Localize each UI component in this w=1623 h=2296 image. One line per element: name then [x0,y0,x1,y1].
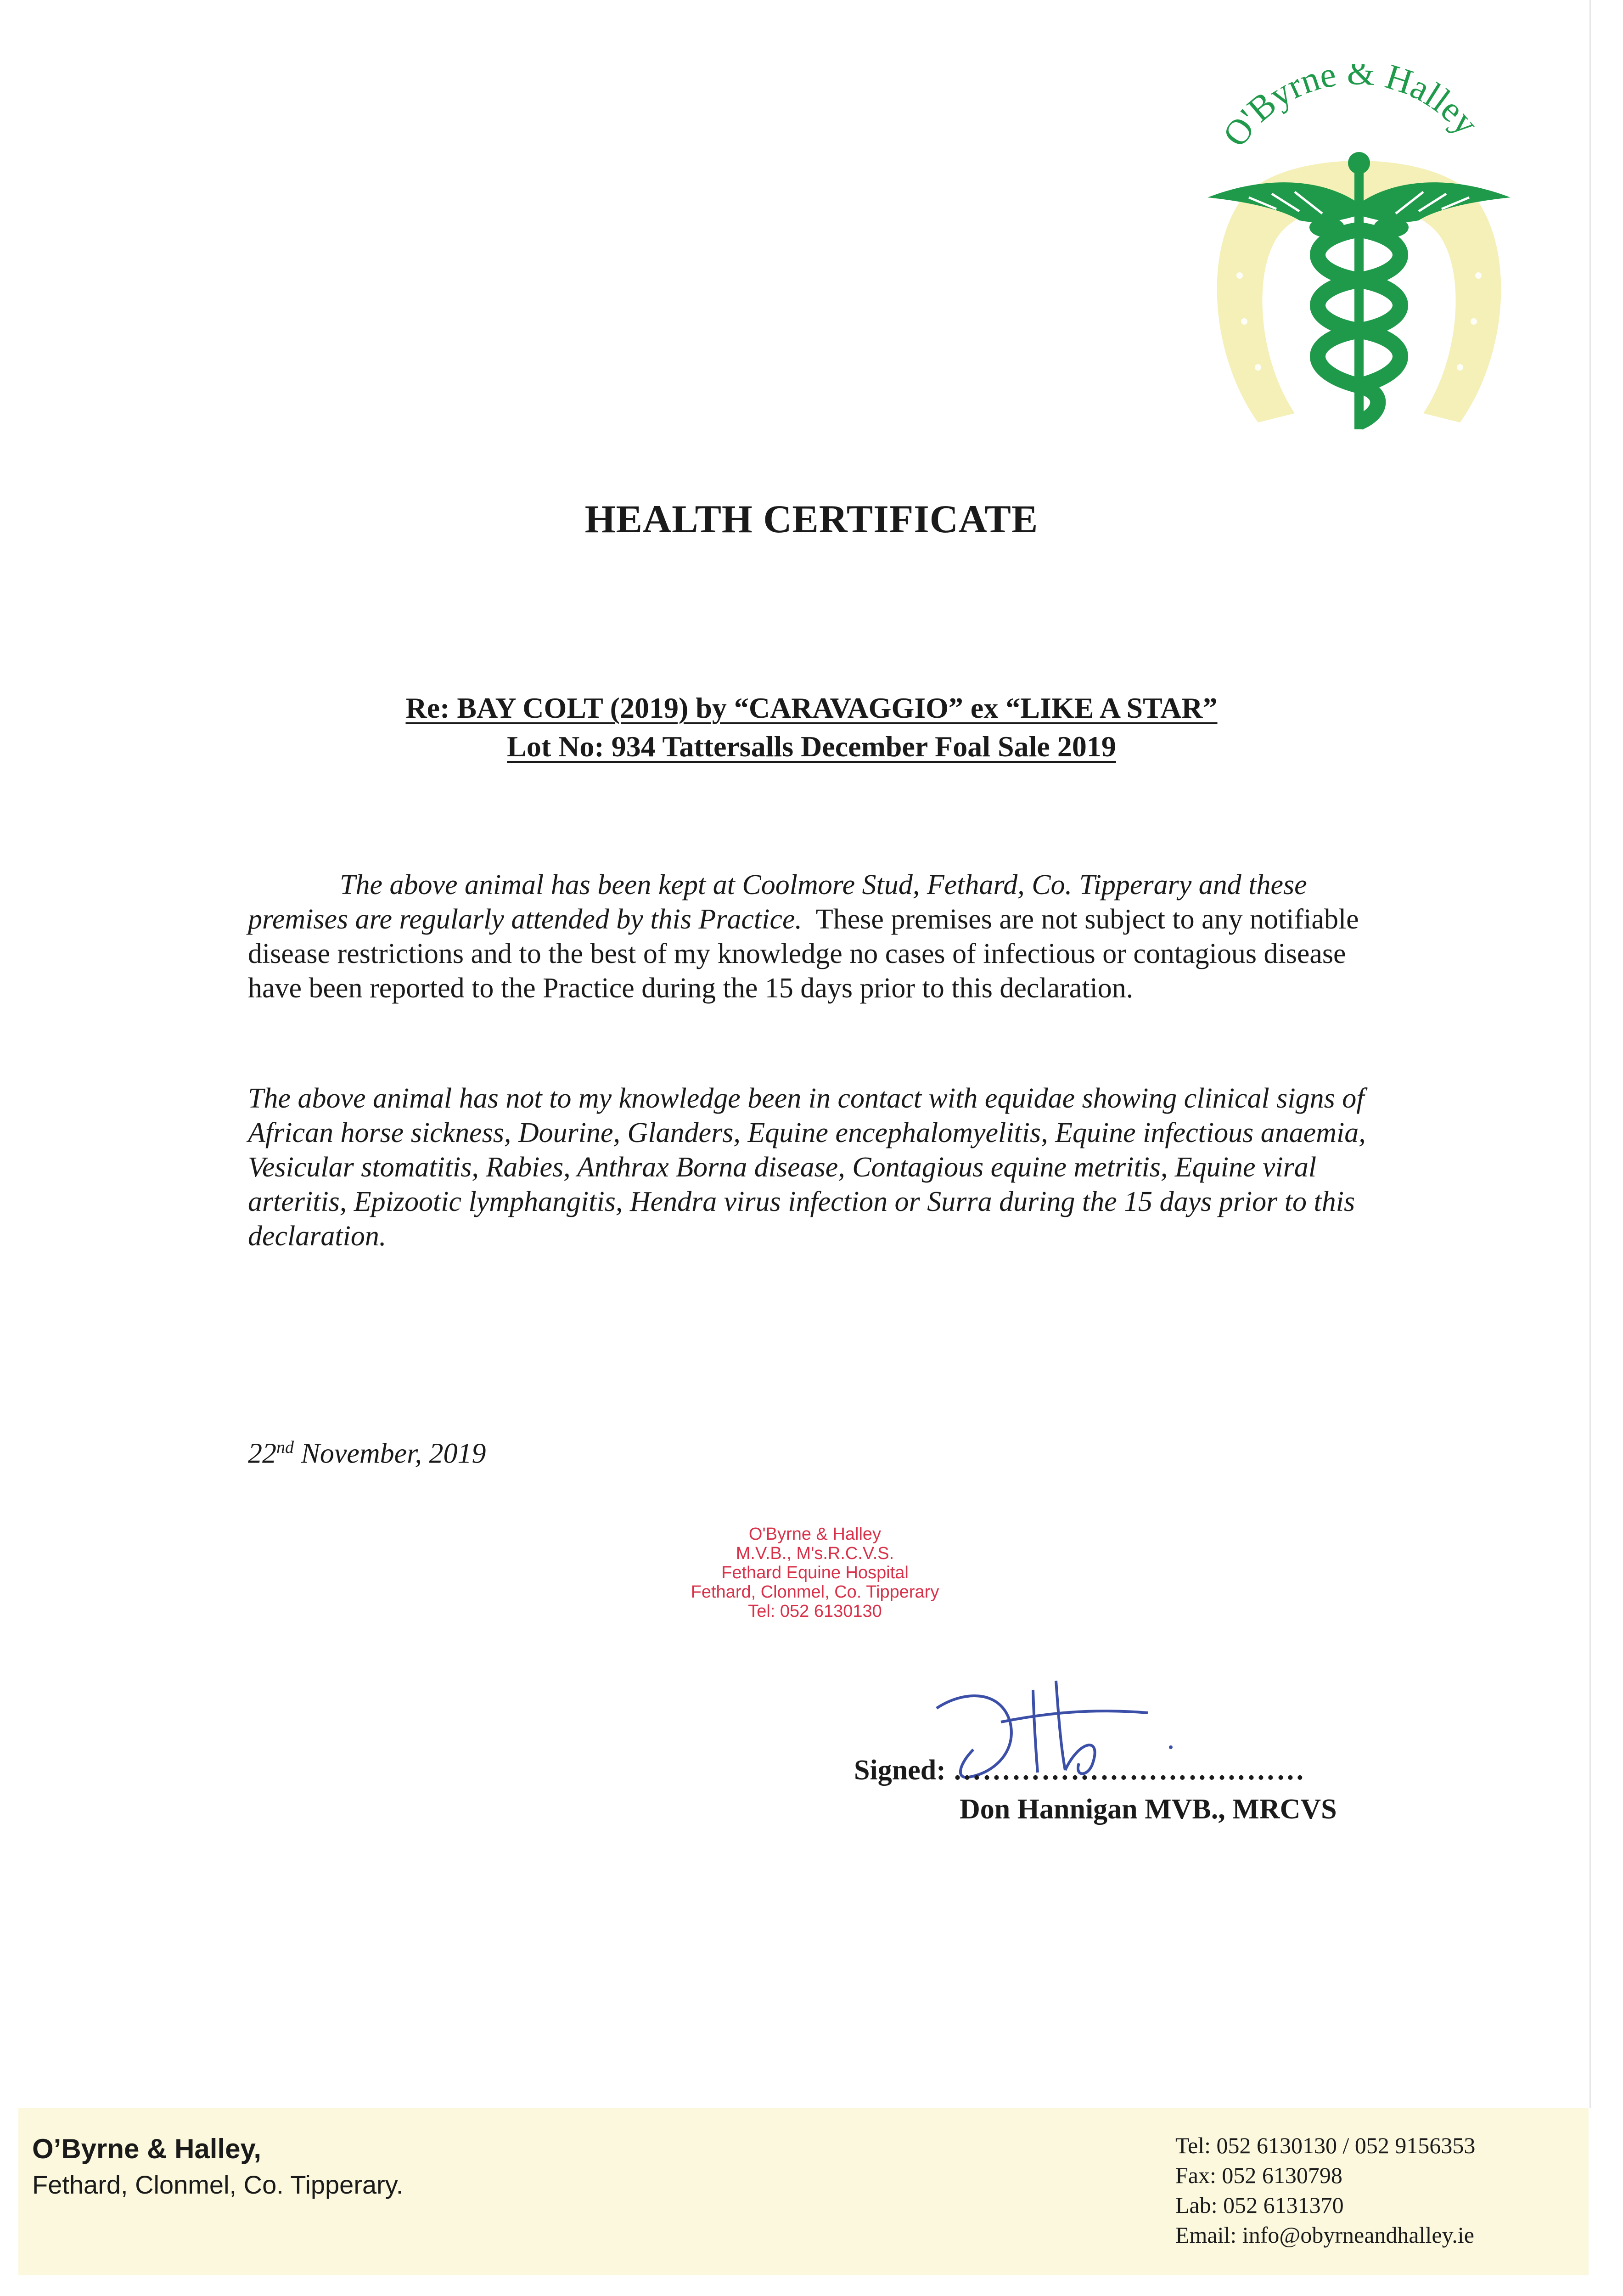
paragraph-premises [248,868,1405,1006]
letterhead-footer [18,2108,1589,2275]
footer-contact [1175,2131,1475,2250]
certificate-date [248,1437,486,1470]
practice-logo [1185,64,1533,450]
stamp-line: O'Byrne & Halley [748,1525,882,1544]
paragraph-premises-normal: These premises are not subject to any notifiable disease restrictions and to the best of my knowledge no cases of infectious or contagious disease have been reported to the Practice during the 15 days prior to this declaration. [248,904,1359,1004]
footer-fax: Fax: 052 6130798 [1175,2162,1342,2188]
paragraph-contact: The above animal has not to my knowledge been in contact with equidae showing clinical signs of African horse sickness, Dourine, Glanders, Equine encephalomyelitis, Equine infectious anaemia, Vesicular stomatitis, Rabies, Anthrax Borna disease, Contagious equine metritis, Equine viral arteritis, Epizootic lymphangitis, Hendra virus infection or Surra during the 15 days prior to this declaration. [248,1083,1366,1252]
caduceus-horseshoe-icon [1185,64,1533,450]
signature-dots: ……………………………… [953,1755,1306,1786]
signer-name: Don Hannigan MVB., MRCVS [960,1794,1337,1825]
page-edge-line [1589,0,1591,2108]
stamp-line: Tel: 052 6130130 [748,1602,882,1621]
date-rest: November, 2019 [301,1438,486,1469]
stamp-line: M.V.B., M's.R.C.V.S. [736,1544,894,1563]
lot-line: Lot No: 934 Tattersalls December Foal Sale 2019 [507,730,1116,763]
page-title: HEALTH CERTIFICATE [584,497,1039,541]
stamp-line: Fethard Equine Hospital [721,1563,909,1582]
footer-company: O’Byrne & Halley, [32,2133,262,2164]
paragraph-premises-italic: The above animal has been kept at Coolmore Stud, Fethard, Co. Tipperary and these premises are regularly attended by this Practice. [248,869,1307,935]
subject-block [0,689,1623,766]
footer-tel: Tel: 052 6130130 / 052 9156353 [1175,2133,1476,2158]
stamp-line: Fethard, Clonmel, Co. Tipperary [691,1582,939,1602]
svg-text:O'Byrne & Halley [1215,64,1487,154]
practice-stamp [629,1525,1001,1621]
date-day: 22 [248,1438,276,1469]
date-suffix: nd [276,1438,294,1457]
signed-line [854,1754,1305,1787]
footer-address: Fethard, Clonmel, Co. Tipperary. [32,2170,404,2199]
signed-label: Signed: [854,1755,946,1786]
footer-email: Email: info@obyrneandhalley.ie [1175,2222,1474,2248]
subject-line: Re: BAY COLT (2019) by “CARAVAGGIO” ex “LIKE A STAR” [405,692,1218,724]
footer-lab: Lab: 052 6131370 [1175,2192,1344,2218]
logo-text: O'Byrne & Halley [1214,64,1487,154]
